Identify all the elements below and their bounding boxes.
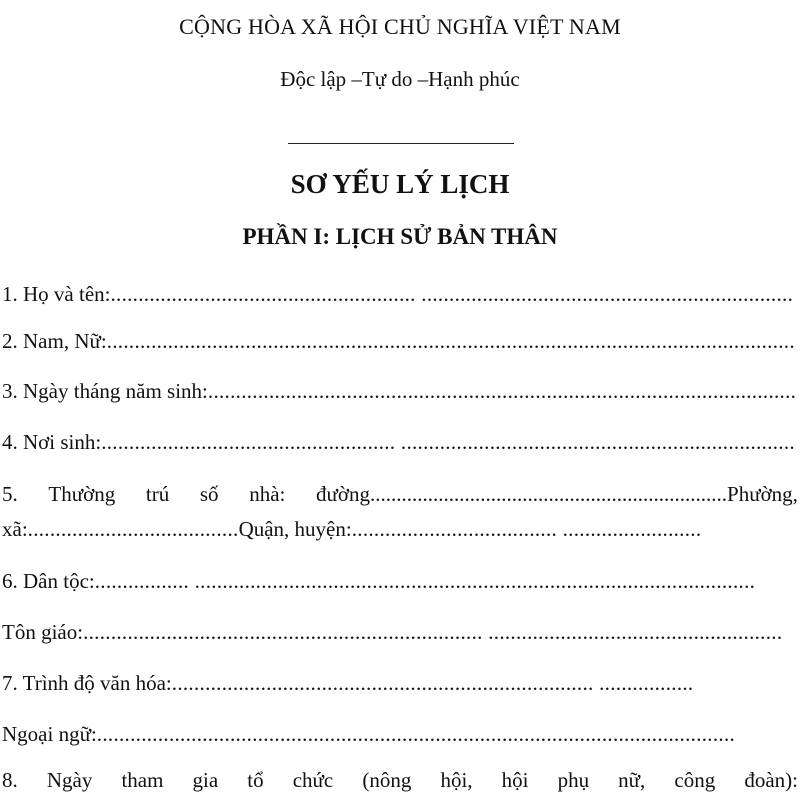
national-motto: Độc lập –Tự do –Hạnh phúc [280, 67, 520, 91]
word: gia [192, 768, 219, 792]
field-label: Quận, huyện: [238, 517, 352, 541]
fill-in-dots: ..................................................... ....................................................................... [101, 430, 795, 454]
field-birth-place [2, 432, 795, 453]
field-foreign-language [2, 724, 735, 745]
word: tham [121, 768, 164, 792]
word: hội, [440, 768, 473, 792]
field-full-name [2, 284, 793, 305]
field-ethnicity [2, 571, 755, 592]
field-label: Ngoại ngữ: [2, 722, 97, 746]
word: nữ, [618, 768, 646, 792]
fill-in-dots: .......................................................................................................... [207, 379, 797, 403]
word: đường....................................................................Phường, [316, 482, 798, 506]
word: hội [501, 768, 529, 792]
word: trú [145, 482, 170, 506]
field-label: Tôn giáo: [2, 620, 84, 644]
field-birth-date [2, 381, 796, 402]
word: đoàn): [744, 768, 798, 792]
field-label: xã: [2, 517, 28, 541]
field-religion [2, 622, 782, 643]
fill-in-dots: ..................................... ......................... [351, 517, 702, 541]
fill-in-dots: ....................................................... ................................................................... [110, 282, 794, 306]
word: 8. [2, 768, 18, 792]
fill-in-dots: ............................................................................ ................. [171, 671, 694, 695]
field-label: 3. Ngày tháng năm sinh: [2, 379, 208, 403]
field-organization-join-date [2, 770, 798, 791]
word: phụ [557, 768, 590, 792]
fill-in-dots: ...................................... [27, 517, 239, 541]
word: 5. [2, 482, 18, 506]
word: số [199, 482, 219, 506]
fill-in-dots: ................. ..................................................................................................... [94, 569, 756, 593]
field-education-level [2, 673, 693, 694]
word: (nông [362, 768, 412, 792]
word: công [674, 768, 716, 792]
fill-in-dots: ................................................................................................................... [96, 722, 736, 746]
field-label: 1. Họ và tên: [2, 282, 111, 306]
field-label: 7. Trình độ văn hóa: [2, 671, 172, 695]
field-residence-line1 [2, 484, 798, 505]
word: chức [292, 768, 334, 792]
field-label: 2. Nam, Nữ: [2, 329, 107, 353]
field-label: 4. Nơi sinh: [2, 430, 102, 454]
national-header: CỘNG HÒA XÃ HỘI CHỦ NGHĨA VIỆT NAM [179, 14, 621, 39]
word: Thường [48, 482, 116, 506]
word: nhà: [249, 482, 286, 506]
word: Ngày [46, 768, 93, 792]
field-gender [2, 331, 795, 352]
field-residence-line2 [2, 519, 701, 540]
word: tổ [247, 768, 264, 792]
document-title: SƠ YẾU LÝ LỊCH [290, 169, 510, 199]
fill-in-dots: ............................................................................................................................ [106, 329, 795, 353]
section-title: PHẦN I: LỊCH SỬ BẢN THÂN [242, 224, 558, 249]
header-divider [288, 143, 514, 144]
fill-in-dots: ........................................................................ ..................................................... [83, 620, 783, 644]
field-label: 6. Dân tộc: [2, 569, 95, 593]
